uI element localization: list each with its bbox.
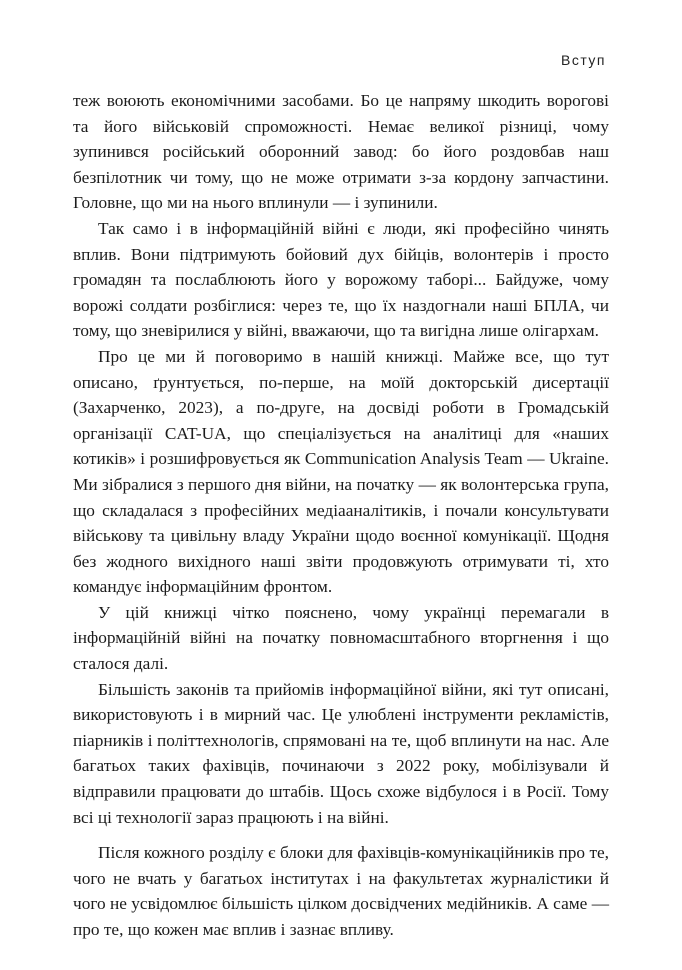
paragraph: Так само і в інформаційній війні є люди, які професійно чинять вплив. Вони підтримують бойовий дух бійців, волонтерів і просто громадян та послаблюють його у ворожому таборі... Байдуже, чому ворожі солдати розбіглися: через те, що їх наздогнали наші БПЛА, чи тому, що зневірилися у війні, вважаючи, що та вигідна лише олігархам. <box>73 218 609 341</box>
paragraph: Про це ми й поговоримо в нашій книжці. Майже все, що тут описано, ґрунтується, по-перше, на моїй докторській дисертації (Захарченко, 2023), а по-друге, на досвіді роботи в Громадській організації CAT-UA, що спеціалізується на аналітиці для «наших котиків» і розшифровується як Communication Analysis Team — Ukraine. Ми зібралися з першого дня війни, на початку — як волонтерська група, що складалася з професійних медіааналітиків, і почали консультувати військову та цивільну владу України щодо воєнної комунікації. Щодня без жодного вихідного наші звіти продовжують отримувати ті, хто командує інформаційним фронтом. <box>73 346 609 597</box>
paragraph: Більшість законів та прийомів інформаційної війни, які тут описані, використовують і в мирний час. Це улюблені інструменти рекламістів, піарників і політтехнологів, спрямовані на те, щоб вплинути на нас. Але багатьох таких фахівців, починаючи з 2022 року, мобілізували й відправили працювати до штабів. Щось схоже відбулося і в Росії. Тому всі ці технології зараз працюють і на війні. <box>73 679 609 827</box>
paragraph: теж воюють економічними засобами. Бо це напряму шкодить ворогові та його військовій спроможності. Немає великої різниці, чому зупинився російський оборонний завод: бо його роздовбав наш безпілотник чи тому, що не може отримати з-за кордону запчастини. Головне, що ми на нього вплинули — і зупинили. <box>73 91 609 213</box>
running-head: Вступ <box>561 52 606 68</box>
paragraph: Після кожного розділу є блоки для фахівців-комунікаційників про те, чого не вчать у багатьох інститутах і на факультетах журналістики й чого не усвідомлює більшість цілком досвідчених медійників. А саме — про те, що кожен має вплив і зазнає впливу. <box>73 843 609 939</box>
paragraph: У цій книжці чітко пояснено, чому українці перемагали в інформаційній війні на початку повномасштабного вторгнення і що сталося далі. <box>73 602 609 674</box>
body-text <box>73 88 609 943</box>
